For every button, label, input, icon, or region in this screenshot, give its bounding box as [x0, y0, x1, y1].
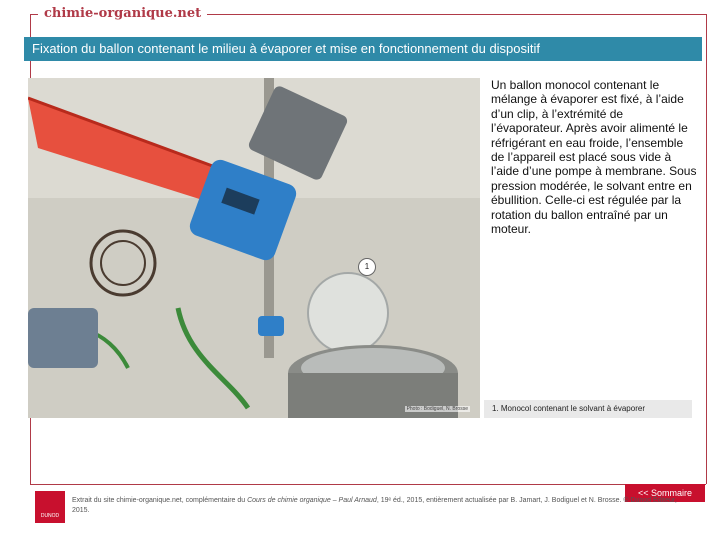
frame-right-border	[706, 14, 707, 484]
rotary-evaporator-photo	[28, 78, 480, 418]
slide-title: Fixation du ballon contenant le milieu à évaporer et mise en fonctionnement du dispositif	[24, 37, 702, 61]
dunod-logo	[35, 491, 65, 523]
frame-bottom-border	[30, 484, 706, 485]
sommaire-button[interactable]: << Sommaire	[625, 484, 705, 502]
footer-prefix: Extrait du site chimie-organique.net, complémentaire du	[72, 497, 248, 504]
dunod-logo-icon	[35, 491, 65, 513]
site-name: chimie-organique.net	[38, 6, 207, 21]
slide-description: Un ballon monocol contenant le mélange à évaporer est fixé, à l’aide d’un clip, à l’extrémité de l’évaporateur. Après avoir alimenté le réfrigérant en eau froide, l’ensemble de l’appareil est placé sous vide à l’aide d’une pompe à membrane. Sous pression modérée, le solvant entre en ébullition. Celle-ci est régulée par la rotation du ballon entraîné par un moteur.	[491, 78, 697, 237]
photo-legend: 1. Monocol contenant le solvant à évaporer	[484, 400, 692, 418]
photo-illustration	[28, 78, 480, 418]
callout-marker-1: 1	[358, 258, 376, 276]
photo-credit: Photo : Bodiguel, N. Brosse	[406, 406, 468, 412]
footer-citation	[72, 496, 692, 516]
footer-suffix: , 19ᵉ éd., 2015, entièrement actualisée par B. Jamart, J. Bodiguel et N. Brosse. © Dunod Éditeur, 2015.	[72, 497, 677, 514]
footer-book-title: Cours de chimie organique – Paul Arnaud	[247, 497, 377, 504]
dunod-logo-text: DUNOD	[40, 513, 60, 519]
